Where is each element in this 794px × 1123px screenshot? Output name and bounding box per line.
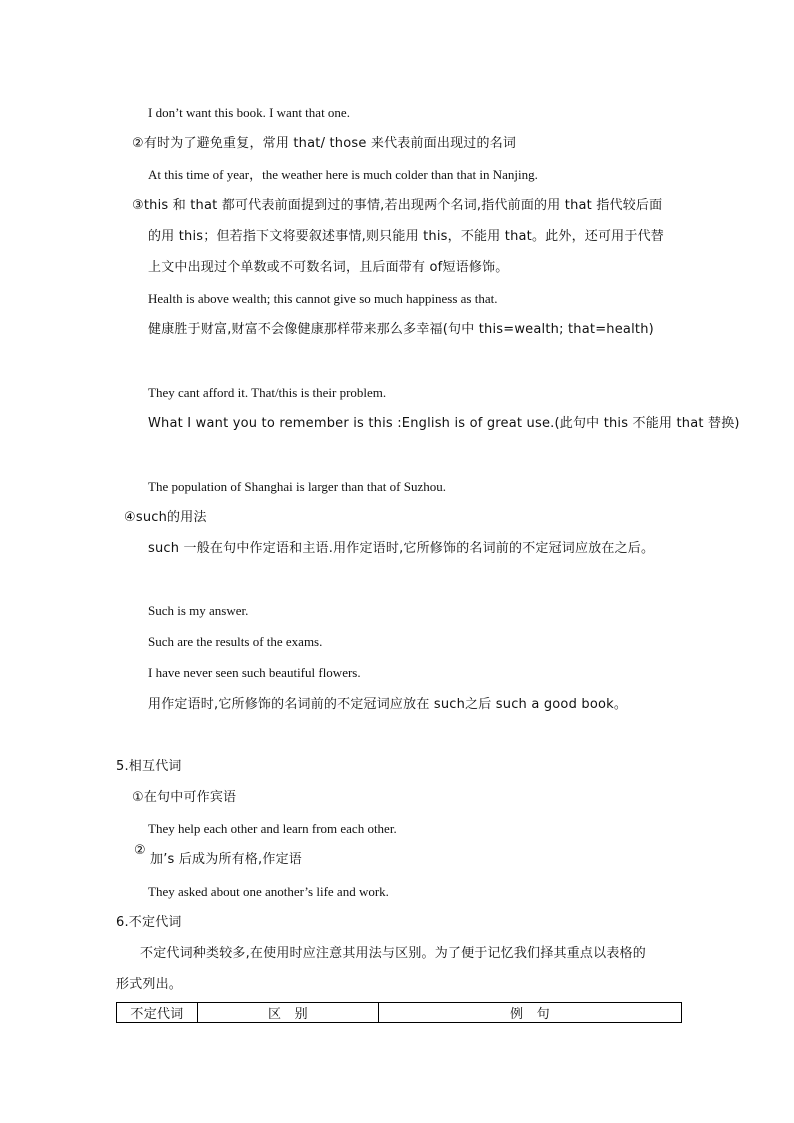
text-line: I have never seen such beautiful flowers. <box>148 665 361 680</box>
text-line: They asked about one another’s life and work. <box>148 884 389 899</box>
item-marker: ② <box>134 843 146 858</box>
text-line: 上文中出现过个单数或不可数名词，且后面带有 of短语修饰。 <box>148 260 509 275</box>
text-line: The population of Shanghai is larger than that of Suzhou. <box>148 479 446 494</box>
table-header-cell: 不定代词 <box>117 1003 198 1023</box>
text-line: 形式列出。 <box>116 977 183 992</box>
text-line: 的用 this；但若指下文将要叙述事情,则只能用 this，不能用 that。此外，还可用于代替 <box>148 229 664 244</box>
text-line: At this time of year，the weather here is much colder than that in Nanjing. <box>148 167 538 182</box>
text-line: such 一般在句中作定语和主语.用作定语时,它所修饰的名词前的不定冠词应放在之后。 <box>148 541 655 556</box>
text-line: I don’t want this book. I want that one. <box>148 105 350 120</box>
text-line: They cant afford it. That/this is their problem. <box>148 385 387 400</box>
text-line: Health is above wealth; this cannot give so much happiness as that. <box>148 291 498 306</box>
text-line: ③this 和 that 都可代表前面提到过的事情,若出现两个名词,指代前面的用 that 指代较后面 <box>132 198 663 213</box>
text-line: 不定代词种类较多,在使用时应注意其用法与区别。为了便于记忆我们择其重点以表格的 <box>140 946 646 961</box>
section-heading: ④such的用法 <box>124 510 207 525</box>
text-line: They help each other and learn from each other. <box>148 821 397 836</box>
text-line: 加’s 后成为所有格,作定语 <box>150 852 302 867</box>
pronoun-table <box>116 1002 682 1023</box>
text-line: Such are the results of the exams. <box>148 634 323 649</box>
text-line: ②有时为了避免重复，常用 that/ those 来代表前面出现过的名词 <box>132 136 517 151</box>
text-line: What I want you to remember is this :English is of great use.(此句中 this 不能用 that 替换) <box>148 416 740 431</box>
table-header-cell: 区 别 <box>198 1003 379 1023</box>
table-header-cell: 例 句 <box>379 1003 682 1023</box>
text-line: ①在句中可作宾语 <box>132 790 237 805</box>
section-heading: 5.相互代词 <box>116 759 182 774</box>
text-line: 健康胜于财富,财富不会像健康那样带来那么多幸福(句中 this=wealth; that=health) <box>148 322 654 337</box>
table-header-row <box>117 1003 682 1023</box>
text-line: 用作定语时,它所修饰的名词前的不定冠词应放在 such之后 such a good book。 <box>148 697 628 712</box>
text-line: Such is my answer. <box>148 603 249 618</box>
section-heading: 6.不定代词 <box>116 915 182 930</box>
